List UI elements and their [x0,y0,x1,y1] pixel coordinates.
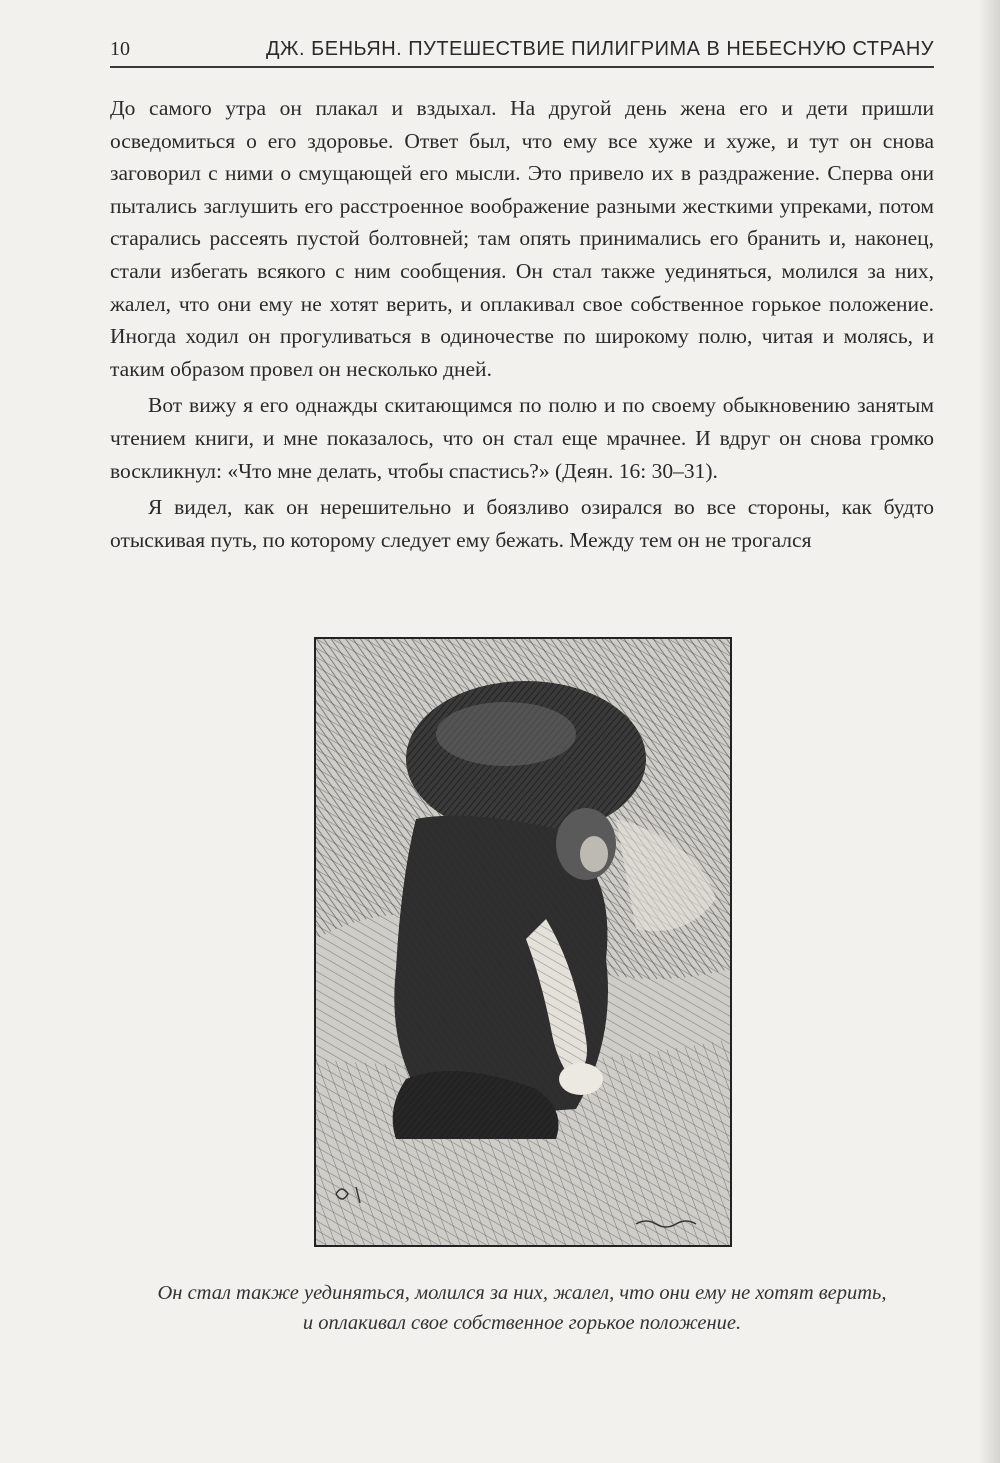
body-text [110,92,934,560]
caption-line-1: Он стал также уединяться, молился за них, жалел, что они ему не хотят верить, [157,1282,887,1304]
page-number: 10 [110,38,130,60]
page-edge-shadow [978,0,1000,1463]
illustration-caption [110,1278,934,1338]
paragraph-2: Вот вижу я его однажды скитающимся по полю и по своему обыкновению занятым чтением книги, и мне показалось, что он стал еще мрачнее. И вдруг он снова громко воскликнул: «Что мне делать, чтобы спастись?» (Деян. 16: 30–31). [110,393,934,483]
engraving-illustration [314,637,732,1247]
caption-line-2: и оплакивал свое собственное горькое положение. [302,1312,742,1334]
paragraph-3: Я видел, как он нерешительно и боязливо озирался во все стороны, как будто отыскивая путь, по которому следует ему бежать. Между тем он не трогался [110,495,934,552]
running-head-title: ДЖ. БЕНЬЯН. ПУТЕШЕСТВИЕ ПИЛИГРИМА В НЕБЕСНУЮ СТРАНУ [265,38,934,60]
paragraph-1: До самого утра он плакал и вздыхал. На другой день жена его и дети пришли осведомиться о его здоровье. Ответ был, что ему все хуже и хуже, и тут он снова заговорил с ними о смущающей его мысли. Это привело их в раздражение. Сперва они пытались заглушить его расстроенное воображение разными жесткими упреками, потом старались рассеять пустой болтовней; там опять принимались его бранить и, наконец, стали избегать всякого с ним сообщения. Он стал также уединяться, молился за них, жалел, что они ему не хотят верить, и оплакивал свое собственное горькое положение. Иногда ходил он прогуливаться в одиночестве по широкому полю, читая и молясь, и таким образом провел он несколько дней. [110,96,934,381]
running-header [110,36,934,68]
engraving-image [316,639,730,1245]
